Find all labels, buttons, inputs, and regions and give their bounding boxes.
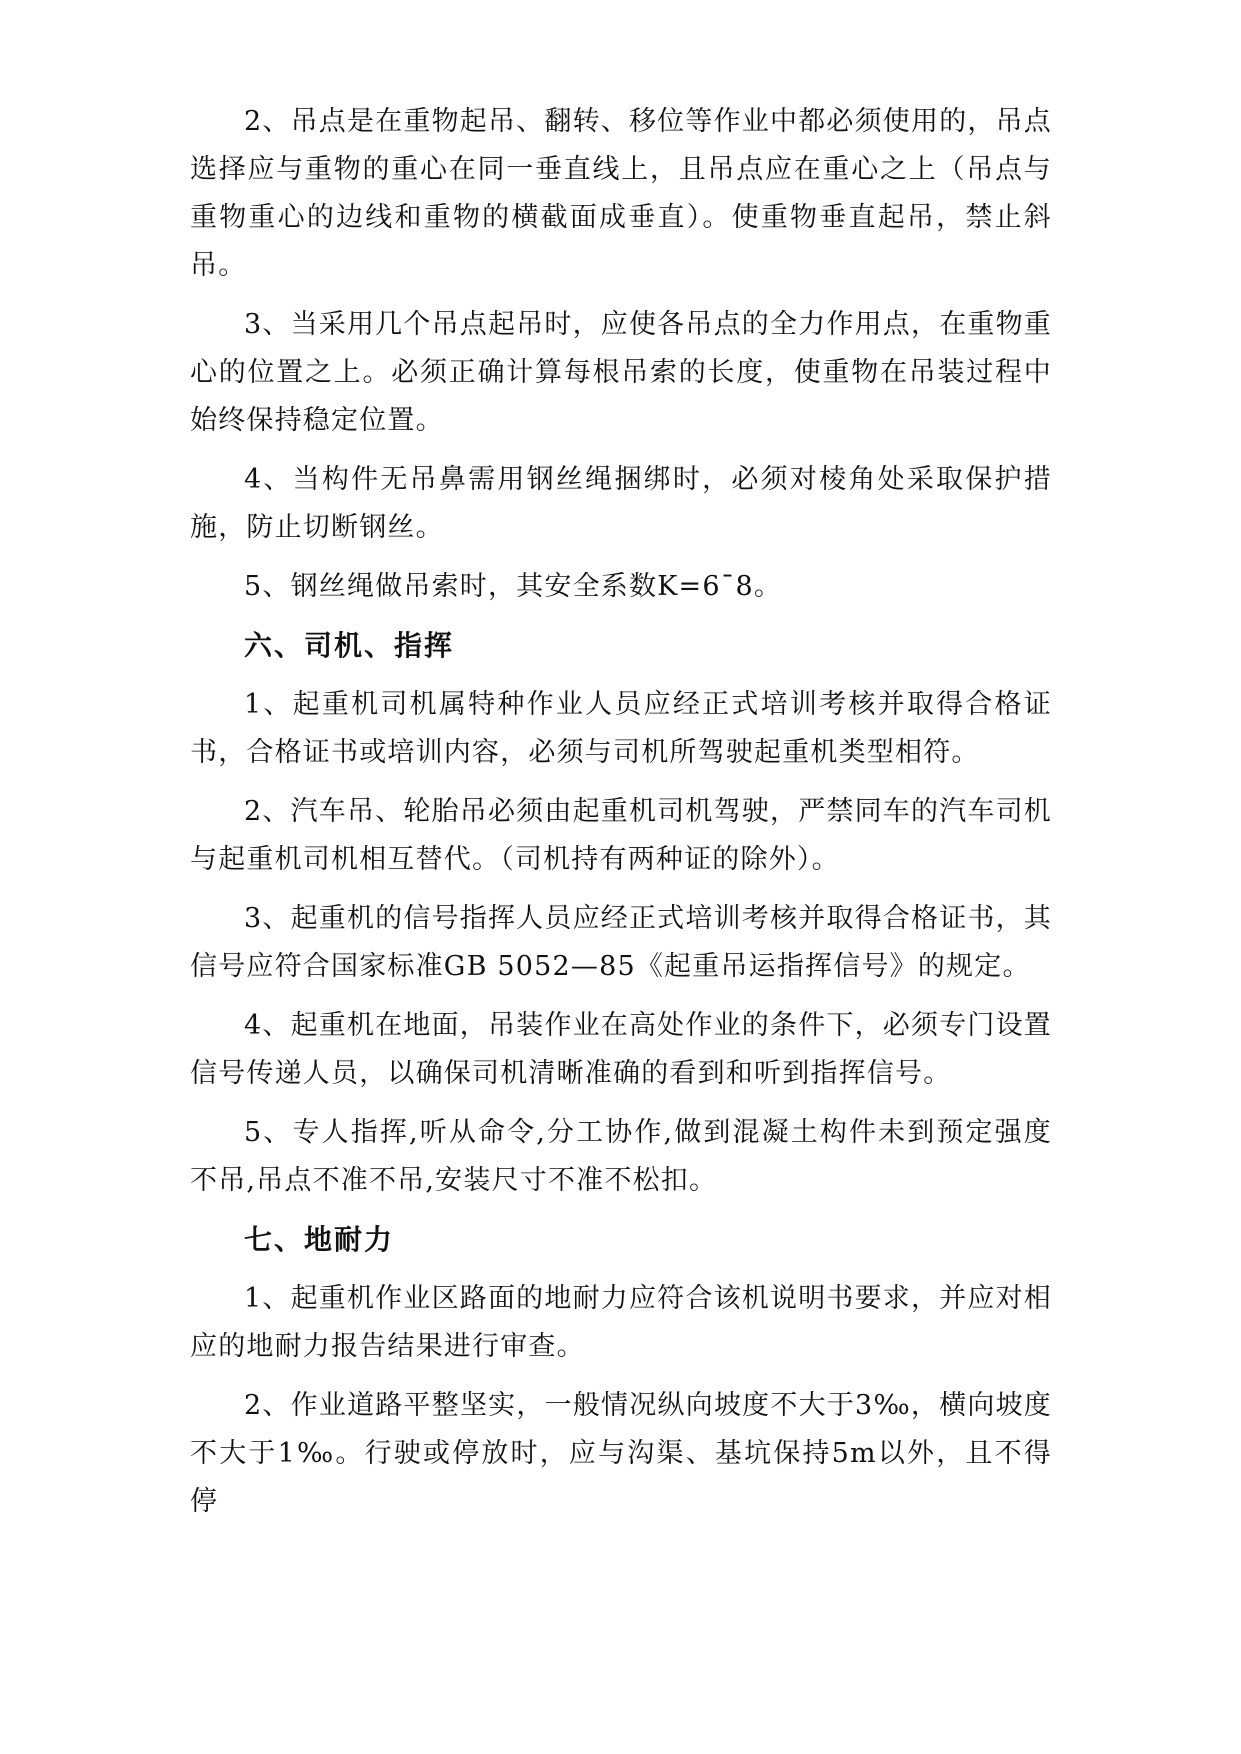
paragraph-multiple-lifting-points: 3、当采用几个吊点起吊时，应使各吊点的全力作用点，在重物重心的位置之上。必须正确计算每根吊索的长度，使重物在吊装过程中始终保持稳定位置。 — [190, 309, 1052, 436]
paragraph-road-slope: 2、作业道路平整坚实，一般情况纵向坡度不大于3‰，横向坡度不大于1‰。行驶或停放时，应与沟渠、基坑保持5m以外，且不得停 — [190, 1390, 1052, 1517]
paragraph-ground-bearing: 1、起重机作业区路面的地耐力应符合该机说明书要求，并应对相应的地耐力报告结果进行审查。 — [190, 1283, 1052, 1362]
paragraph-lifting-point: 2、吊点是在重物起吊、翻转、移位等作业中都必须使用的，吊点选择应与重物的重心在同一垂直线上，且吊点应在重心之上（吊点与重物重心的边线和重物的横截面成垂直）。使重物垂直起吊，禁止斜吊。 — [190, 106, 1052, 281]
section-heading-driver-command: 六、司机、指挥 — [244, 629, 455, 662]
paragraph-signal-commander: 3、起重机的信号指挥人员应经正式培训考核并取得合格证书，其信号应符合国家标准GB 5052—85《起重吊运指挥信号》的规定。 — [190, 903, 1052, 982]
section-heading-bearing-capacity: 七、地耐力 — [244, 1223, 395, 1256]
paragraph-signal-relay: 4、起重机在地面，吊装作业在高处作业的条件下，必须专门设置信号传递人员，以确保司机清晰准确的看到和听到指挥信号。 — [190, 1010, 1052, 1089]
paragraph-dedicated-command: 5、专人指挥,听从命令,分工协作,做到混凝土构件未到预定强度不吊,吊点不准不吊,安装尺寸不准不松扣。 — [190, 1117, 1052, 1196]
paragraph-wire-rope-binding: 4、当构件无吊鼻需用钢丝绳捆绑时，必须对棱角处采取保护措施，防止切断钢丝。 — [190, 464, 1052, 543]
document-page — [190, 98, 1052, 1537]
paragraph-safety-factor: 5、钢丝绳做吊索时，其安全系数K=6¯8。 — [244, 571, 783, 602]
paragraph-driver-certification: 1、起重机司机属特种作业人员应经正式培训考核并取得合格证书，合格证书或培训内容，必须与司机所驾驶起重机类型相符。 — [190, 689, 1052, 768]
paragraph-driver-substitution: 2、汽车吊、轮胎吊必须由起重机司机驾驶，严禁同车的汽车司机与起重机司机相互替代。（司机持有两种证的除外）。 — [190, 796, 1052, 875]
